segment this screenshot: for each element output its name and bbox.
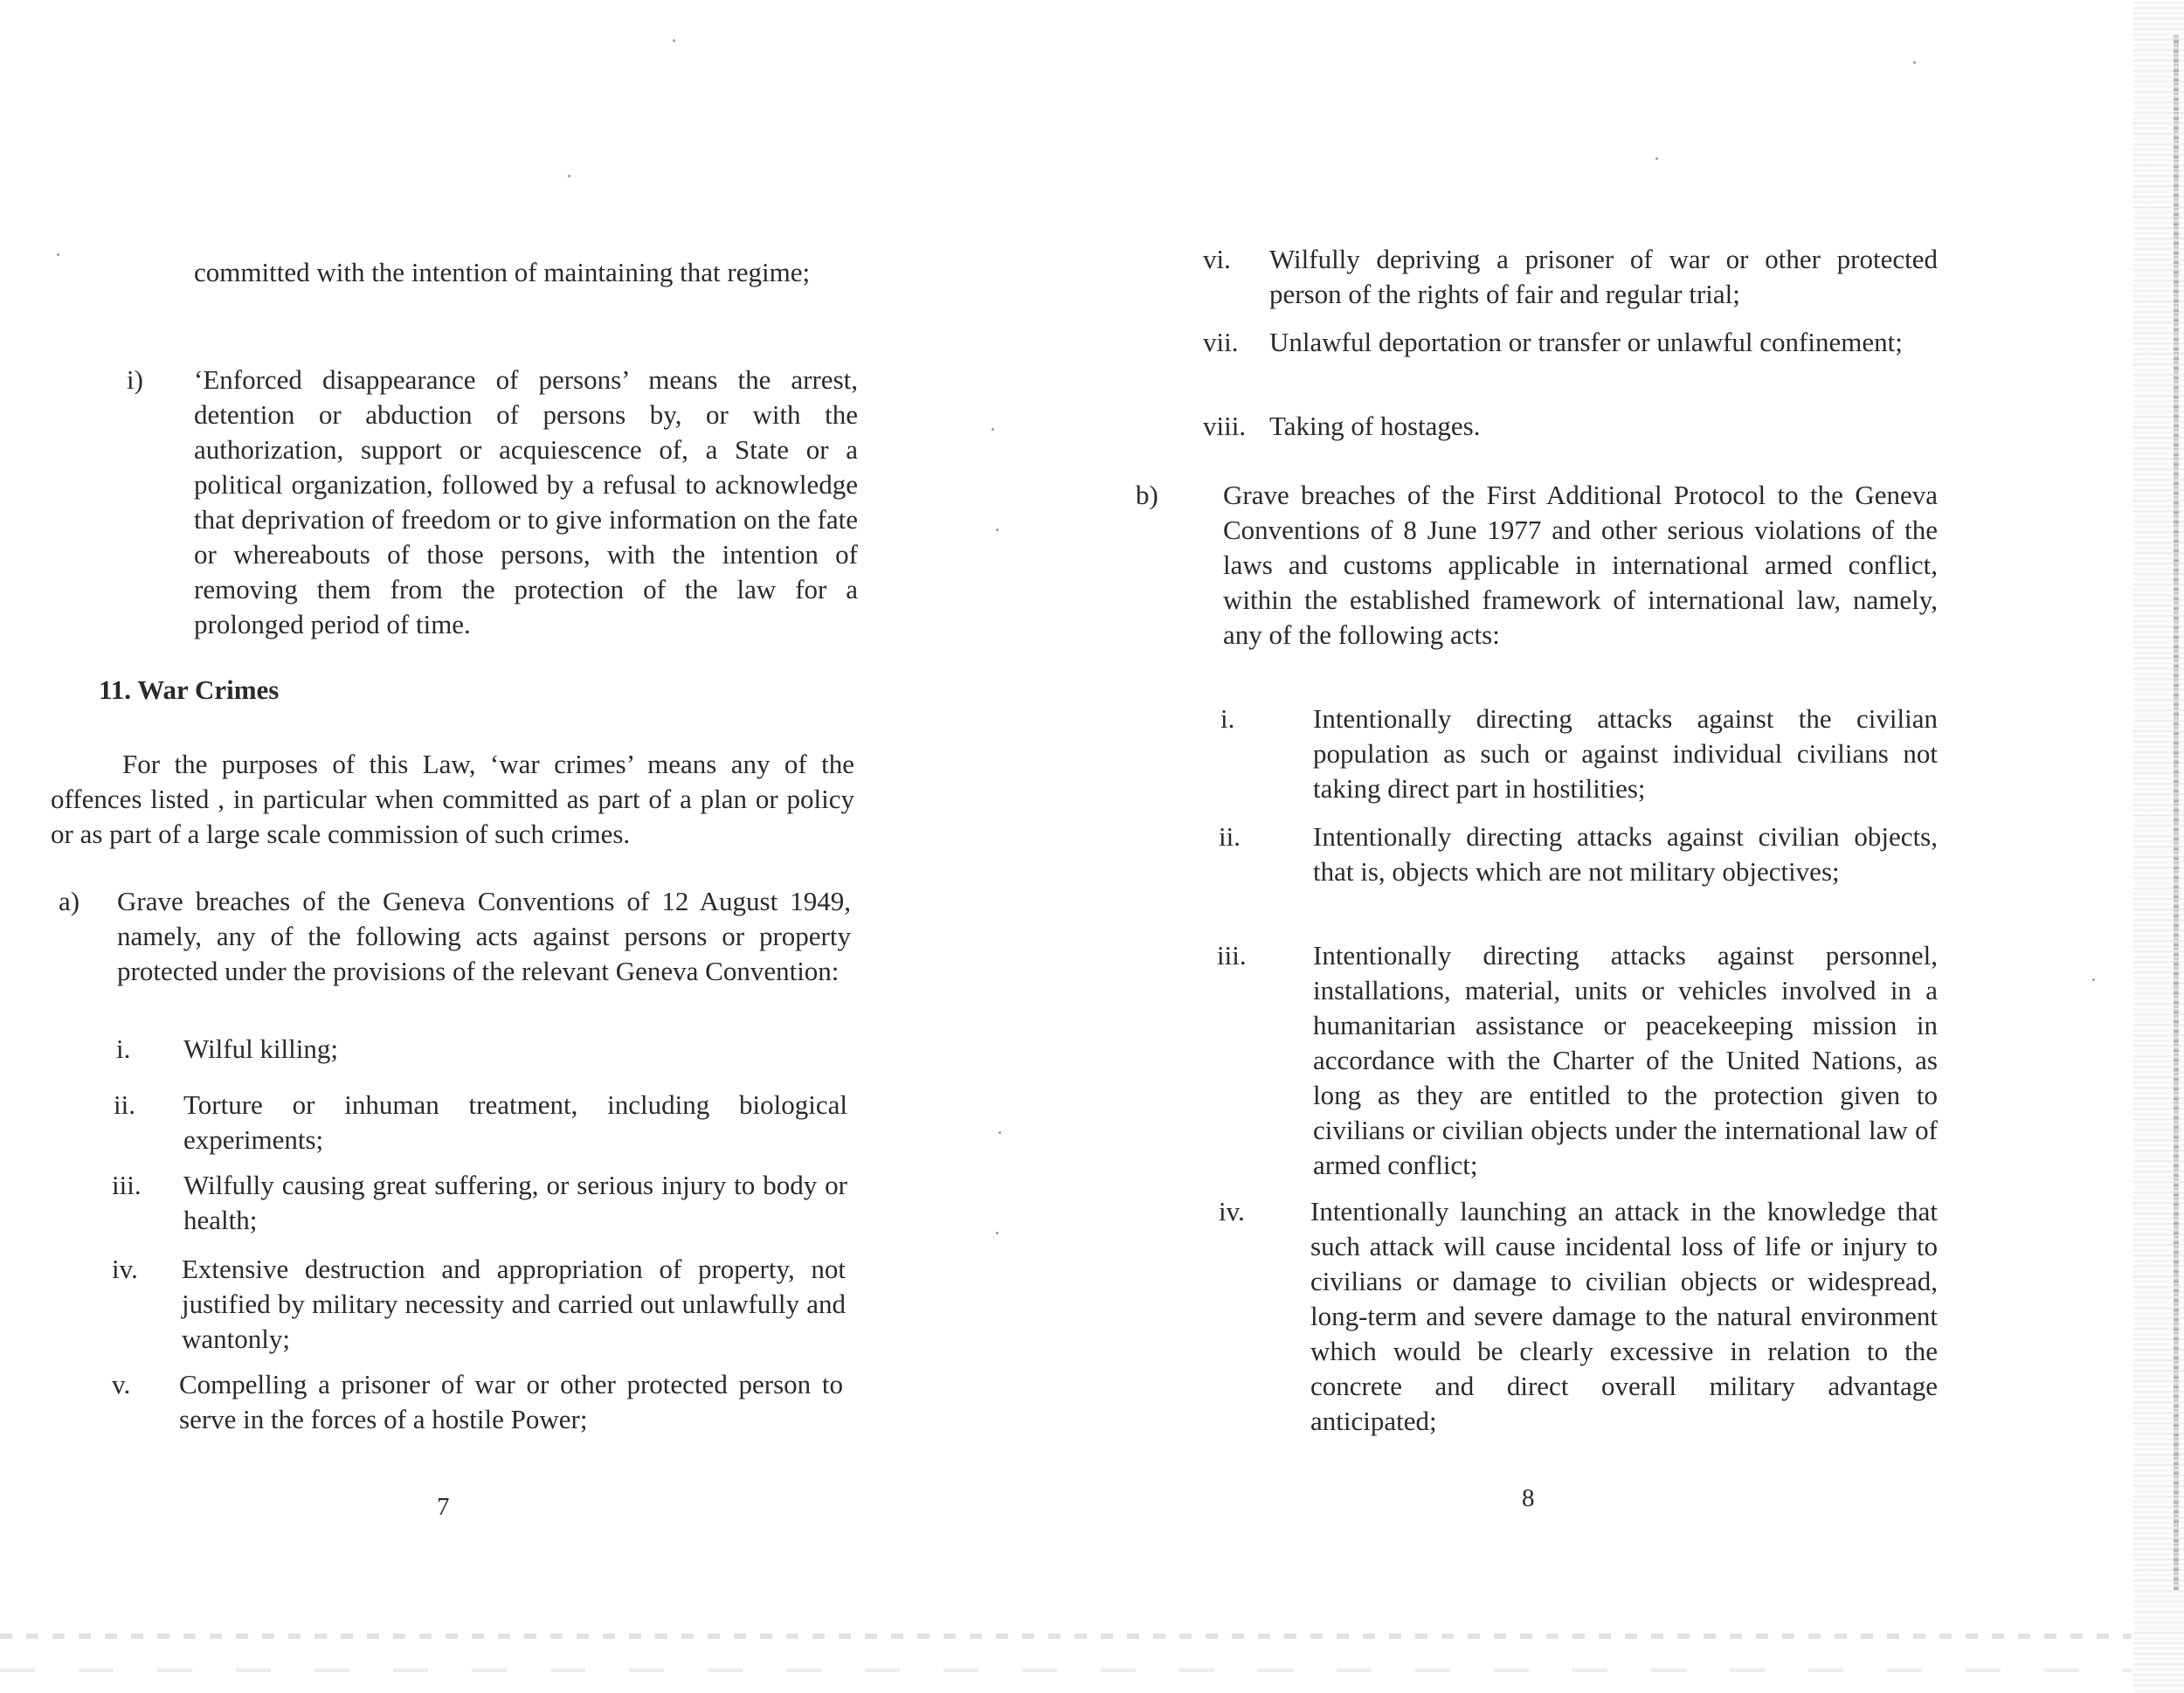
item-b-marker: b) xyxy=(1136,480,1158,510)
item-i-marker: i) xyxy=(127,364,143,395)
intro-continuation: committed with the intention of maintaining that regime; xyxy=(194,257,811,287)
sub-item-b-ii-text: Intentionally directing attacks against civilian objects, that is, objects which are not military objectives; xyxy=(1313,821,1938,887)
sub-item-i-marker: i. xyxy=(116,1033,131,1064)
scan-bottom-artifact xyxy=(0,1634,2132,1639)
scan-speck xyxy=(1655,157,1658,160)
scan-speck xyxy=(673,39,675,42)
scan-speck xyxy=(996,529,999,531)
sub-item-ii-marker: ii. xyxy=(114,1089,135,1120)
sub-item-iv-marker: iv. xyxy=(112,1254,138,1284)
scan-speck xyxy=(992,428,994,431)
item-vii-marker: vii. xyxy=(1203,327,1239,357)
sub-item-b-iii-text: Intentionally directing attacks against personnel, installations, material, units or vehicles involved in a humanitarian assistance or peacekeeping mission in accordance with the Charter of the United Nations, as long as they are entitled to the protection given to civilians or civilian objects under the international law of armed conflict; xyxy=(1313,940,1938,1180)
scan-speck xyxy=(57,253,59,256)
sub-item-v-marker: v. xyxy=(112,1369,131,1399)
item-vi-marker: vi. xyxy=(1203,244,1231,274)
sub-item-b-iv-marker: iv. xyxy=(1219,1196,1245,1227)
section-intro: For the purposes of this Law, ‘war crimes’ means any of the offences listed , in particular when committed as part of a plan or policy or as part of a large scale commission of such crimes. xyxy=(51,749,854,849)
scan-speck xyxy=(999,1131,1001,1134)
sub-item-iii-text: Wilfully causing great suffering, or serious injury to body or health; xyxy=(183,1170,847,1235)
item-viii-marker: viii. xyxy=(1203,411,1247,441)
sub-item-b-ii-marker: ii. xyxy=(1219,821,1241,852)
scan-speck xyxy=(1913,61,1916,64)
sub-item-b-iii-marker: iii. xyxy=(1217,940,1247,971)
item-a-marker: a) xyxy=(59,886,80,916)
item-b-text: Grave breaches of the First Additional Protocol to the Geneva Conventions of 8 June 1977 and other serious violations of the laws and customs applicable in international armed conflict, within the established framework of international law, namely, any of the following acts: xyxy=(1223,480,1938,650)
item-i-text: ‘Enforced disappearance of persons’ means the arrest, detention or abduction of persons by, or with the authorization, support or acquiescence of, a State or a political organization, followed by a refusal to acknowledge that deprivation of freedom or to give information on the fate or whereabouts of those persons, with the intention of removing them from the protection of the law for a prolonged period of time. xyxy=(194,364,858,639)
scan-edge-artifact xyxy=(2133,0,2184,1693)
sub-item-iv-text: Extensive destruction and appropriation of property, not justified by military necessity and carried out unlawfully and wantonly; xyxy=(182,1254,846,1354)
scan-bottom-artifact-2 xyxy=(0,1669,2132,1672)
item-vi-text: Wilfully depriving a prisoner of war or other protected person of the rights of fair and regular trial; xyxy=(1269,244,1938,309)
sub-item-ii-text: Torture or inhuman treatment, including biological experiments; xyxy=(183,1089,847,1155)
scan-speck xyxy=(568,175,570,177)
sub-item-i-text: Wilful killing; xyxy=(183,1033,338,1064)
page-number: 7 xyxy=(437,1493,450,1521)
right-page xyxy=(1092,0,2184,1693)
item-a-text: Grave breaches of the Geneva Conventions of 12 August 1949, namely, any of the following acts against persons or property protected under the provisions of the relevant Geneva Convention: xyxy=(117,886,851,986)
page-number: 8 xyxy=(1522,1484,1535,1512)
sub-item-b-i-marker: i. xyxy=(1220,703,1235,734)
scan-speck xyxy=(996,1232,999,1234)
sub-item-b-iv-text: Intentionally launching an attack in the knowledge that such attack will cause incidental loss of life or injury to civilians or damage to civilian objects or widespread, long-term and severe damage to the natural environment which would be clearly excessive in relation to the concrete and direct overall military advantage anticipated; xyxy=(1310,1196,1938,1436)
item-viii-text: Taking of hostages. xyxy=(1269,411,1481,441)
scan-speck xyxy=(2092,978,2095,981)
item-vii-text: Unlawful deportation or transfer or unlawful confinement; xyxy=(1269,327,1903,357)
section-heading: 11. War Crimes xyxy=(99,674,280,705)
sub-item-iii-marker: iii. xyxy=(112,1170,142,1200)
sub-item-b-i-text: Intentionally directing attacks against the civilian population as such or against individual civilians not taking direct part in hostilities; xyxy=(1313,703,1938,804)
sub-item-v-text: Compelling a prisoner of war or other protected person to serve in the forces of a hostile Power; xyxy=(179,1369,843,1434)
